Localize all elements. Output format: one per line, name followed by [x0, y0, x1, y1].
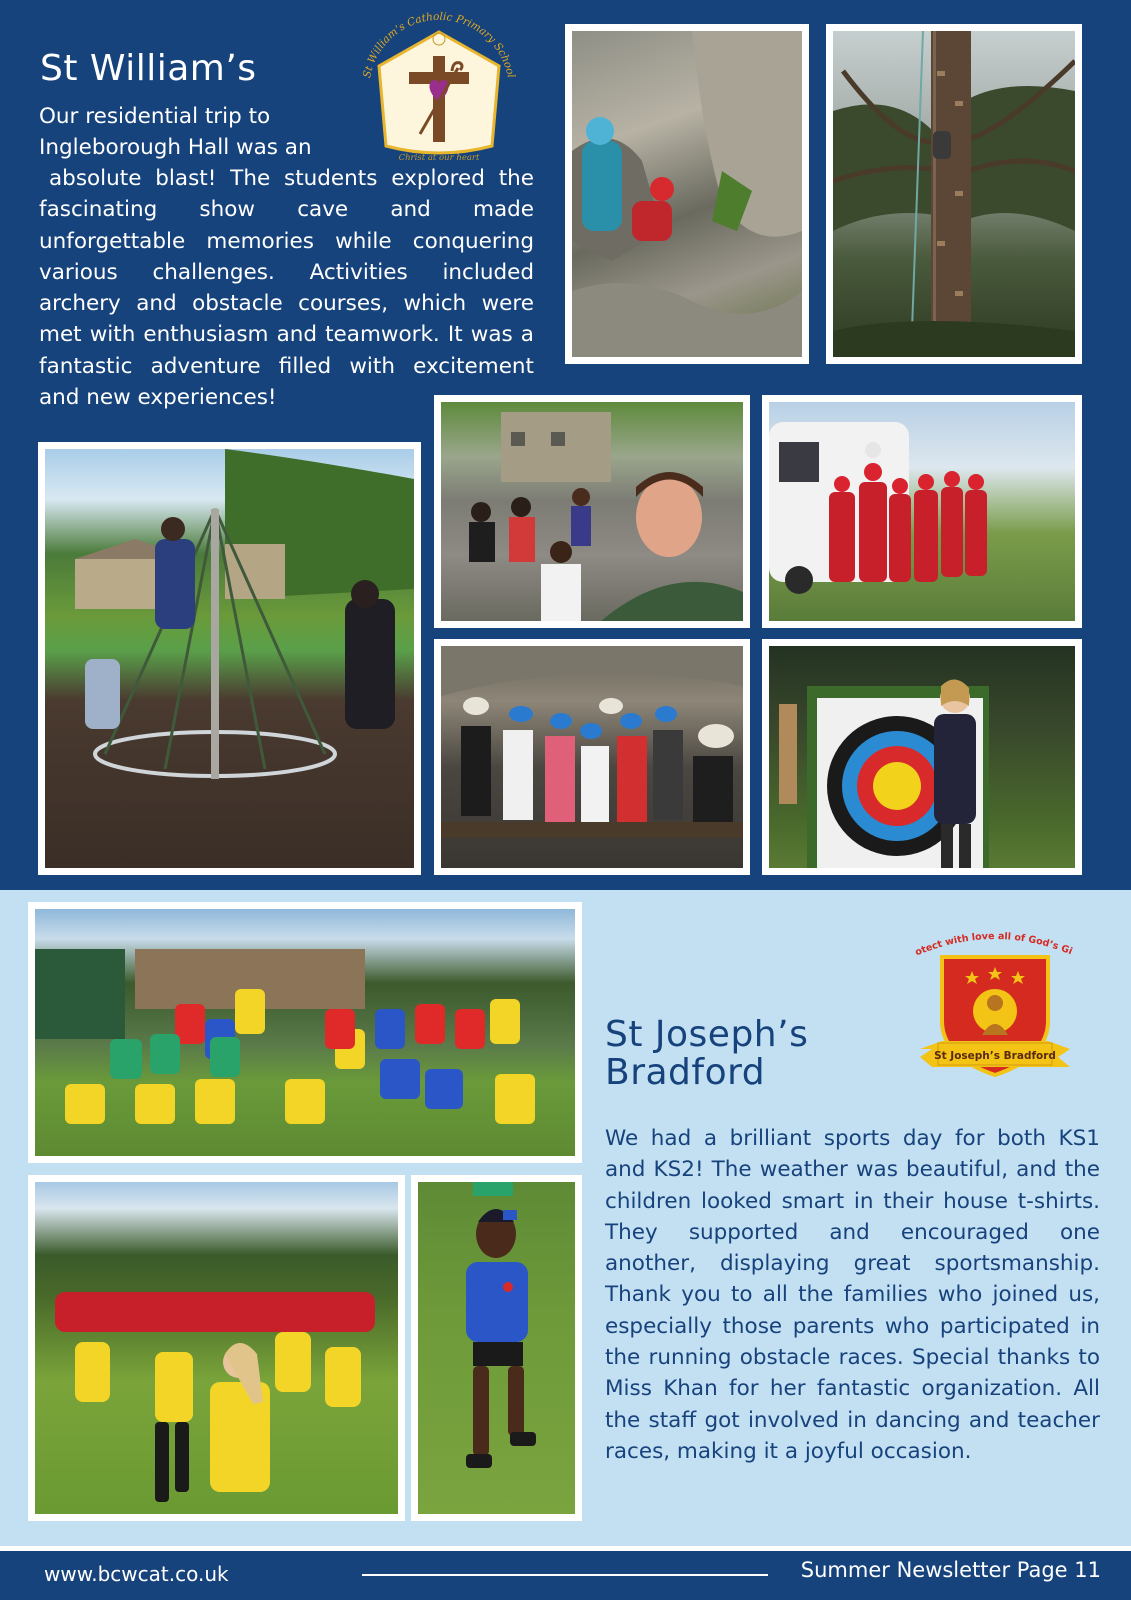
footer-page-label: Summer Newsletter Page 11: [800, 1558, 1101, 1582]
cave-climbing-photo: [565, 24, 809, 364]
photo-icon: [833, 31, 1075, 357]
footer-website-link[interactable]: www.bcwcat.co.uk: [44, 1562, 229, 1586]
playground-climbing-frame-photo: [38, 442, 421, 875]
st-williams-intro-line-2: Ingleborough Hall was an: [39, 135, 312, 160]
group-selfie-photo: [434, 395, 750, 628]
photo-icon: [572, 31, 802, 357]
st-williams-logo-motto: Christ at our heart: [398, 153, 480, 163]
photo-icon: [441, 646, 743, 868]
photo-icon: [769, 646, 1075, 868]
footer-divider-line: [362, 1574, 768, 1576]
photo-icon: [769, 402, 1075, 621]
st-williams-logo-ring-text: St William’s Catholic Primary School: [361, 10, 517, 80]
st-josephs-title-line-2: Bradford: [605, 1052, 766, 1093]
st-williams-title: St William’s: [40, 48, 257, 89]
st-williams-body-text: absolute blast! The students explored the fascinating show cave and made unforgettable memories while conquering various challenges. Activities included archery and obstacle courses, which were met with enthusiasm and teamwork. It was a fantastic adventure filled with excitement and new experiences!: [39, 166, 534, 411]
st-josephs-logo: [912, 925, 1078, 1091]
photo-icon: [35, 909, 575, 1156]
cross-heart-crest-icon: [356, 8, 522, 172]
sports-day-group-photo: [28, 902, 582, 1163]
red-suits-minibus-photo: [762, 395, 1082, 628]
svg-text:Protect with love all of God’s: [912, 925, 1074, 958]
st-josephs-logo-ribbon-text: St Joseph’s Bradford: [934, 1050, 1056, 1062]
st-josephs-logo-arc-text: otect with love all of God’s Gi: [913, 930, 1074, 959]
photo-icon: [45, 449, 414, 868]
helmets-in-cave-photo: [434, 639, 750, 875]
photo-icon: [418, 1182, 575, 1514]
girl-running-photo: [411, 1175, 582, 1521]
st-williams-intro-line-1: Our residential trip to: [39, 104, 271, 129]
sports-day-dancing-photo: [28, 1175, 405, 1521]
tree-climbing-photo: [826, 24, 1082, 364]
shield-crest-icon: [912, 925, 1078, 1091]
archery-target-photo: [762, 639, 1082, 875]
st-josephs-title-line-1: St Joseph’s: [605, 1014, 809, 1055]
st-williams-logo: [356, 8, 522, 172]
photo-icon: [441, 402, 743, 621]
photo-icon: [35, 1182, 398, 1514]
st-josephs-body-text: We had a brilliant sports day for both KS1 and KS2! The weather was beautiful, and the children looked smart in their house t-shirts. They supported and encouraged one another, displaying great sportsmanship. Thank you to all the families who joined us, especially those parents who participated in the running obstacle races. Special thanks to Miss Khan for her fantastic organization. All the staff got involved in dancing and teacher races, making it a joyful occasion.: [605, 1126, 1100, 1464]
